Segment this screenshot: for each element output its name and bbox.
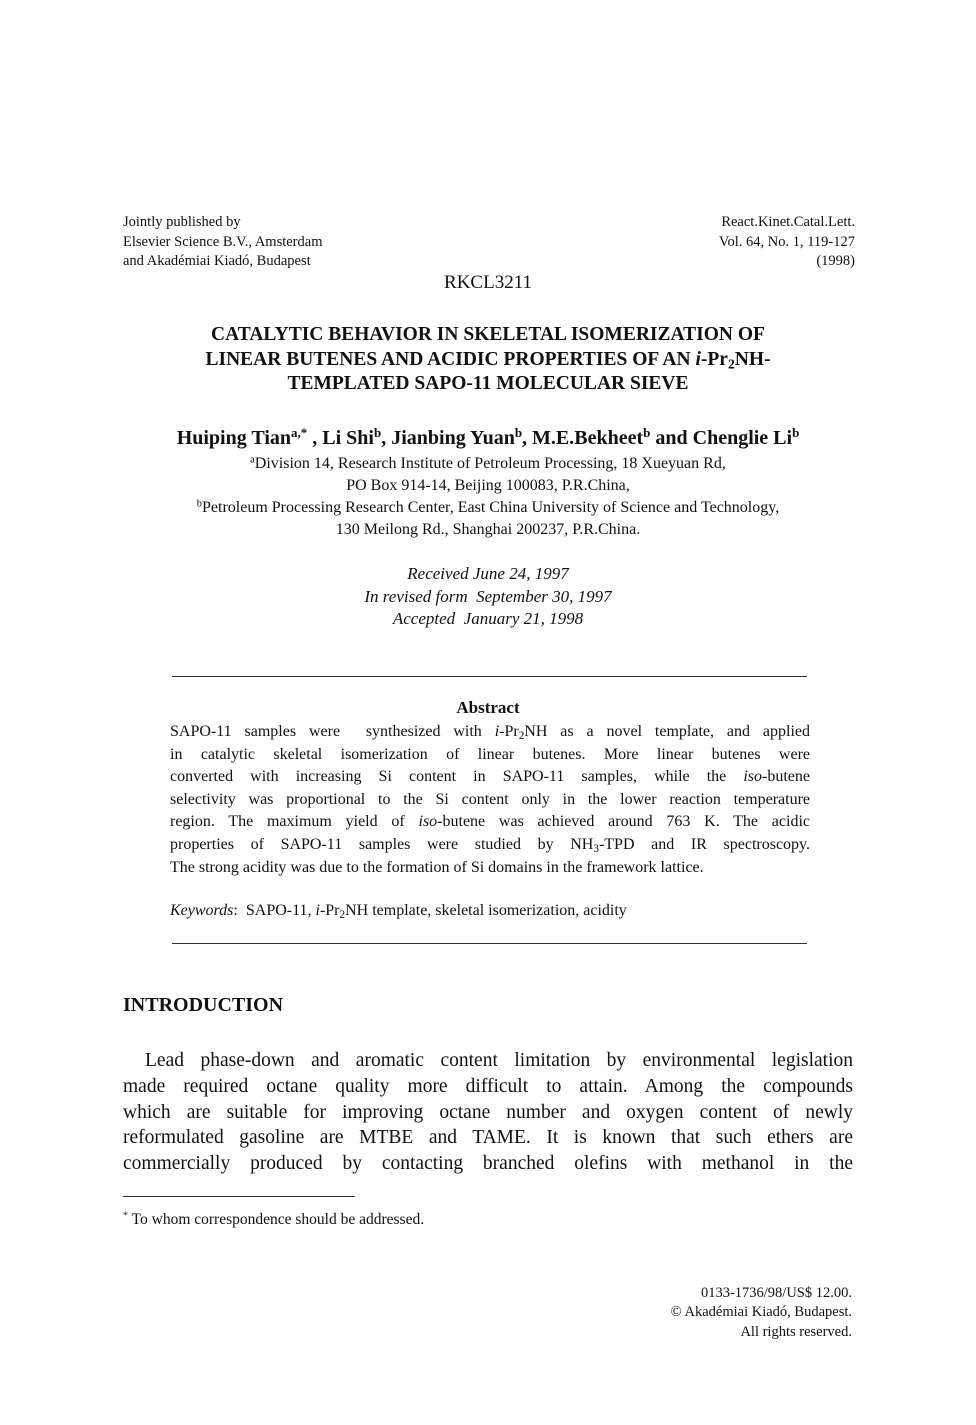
author-separator: , [307,427,323,449]
publisher-line: and Akadémiai Kiadó, Budapest [123,253,311,269]
abstract-body [170,721,810,879]
title-line-3: TEMPLATED SAPO-11 MOLECULAR SIEVE [287,373,689,394]
author-name: M.E.Bekheet [532,427,644,449]
keywords-text: -Pr [319,902,340,919]
abstract-top-rule [172,676,807,677]
title-subscript: 2 [727,355,735,371]
abstract-text: NH as a novel template, and applied [524,723,810,740]
intro-line: commercially produced by contacting branched olefins with methanol in the [123,1153,853,1175]
history-dates [0,563,976,631]
copyright-line: © Akadémiai Kiadó, Budapest. [670,1304,852,1321]
accepted-date: Accepted January 21, 1998 [392,609,584,628]
abstract-text: -Pr [499,723,519,740]
author-superscript: b [792,424,800,440]
abstract-line: The strong acidity was due to the formation of Si domains in the framework lattice. [170,858,704,876]
journal-line: Vol. 64, No. 1, 119-127 [718,233,855,250]
introduction-body [123,1048,853,1177]
copyright-block [671,1284,852,1342]
publisher-line: Jointly published by [123,214,241,230]
publisher-info [123,213,322,272]
keywords-italic: i [315,902,320,919]
abstract-line [170,766,810,789]
author-separator: and [650,427,693,449]
author-separator: , [522,427,533,449]
author-superscript: b [643,424,651,440]
keywords-subscript: 2 [339,908,346,921]
author-name: Jianbing Yuan [391,427,515,449]
introduction-heading: INTRODUCTION [123,994,284,1016]
footnote-rule [123,1196,355,1197]
title-text: -Pr [700,348,728,370]
affiliation-a-line-2: PO Box 914-14, Beijing 100083, P.R.China, [346,477,630,494]
abstract-text: properties of SAPO-11 samples were studied by NH [170,835,594,853]
intro-line: made required octane quality more difficult to attain. Among the compounds [123,1075,853,1097]
affiliation-mark: b [196,498,202,510]
author-separator: , [381,427,392,449]
abstract-text: region. The maximum yield of [170,813,419,831]
abstract-italic: iso [743,768,763,786]
footnote-mark: * [123,1210,129,1222]
abstract-line [170,721,810,744]
keywords-text: NH template, skeletal isomerization, acidity [345,902,627,919]
title-italic: i [695,348,701,370]
author-superscript: a,* [291,424,308,440]
received-date: Received June 24, 1997 [407,564,569,583]
title-text: LINEAR BUTENES AND ACIDIC PROPERTIES OF AN [205,348,696,370]
article-code: RKCL3211 [444,272,532,293]
abstract-italic: i [494,723,500,740]
abstract-line: in catalytic skeletal isomerization of linear butenes. More linear butenes were [170,745,810,763]
author-name: Chenglie Li [692,427,793,449]
author-name: Li Shi [322,427,374,449]
keywords-text: SAPO-11, [245,902,316,919]
intro-line: reformulated gasoline are MTBE and TAME. It is known that such ethers are [123,1127,853,1149]
author-superscript: b [373,424,382,440]
abstract-line [170,834,810,857]
author-superscript: b [514,424,523,440]
affiliations [80,453,896,541]
publisher-line: Elsevier Science B.V., Amsterdam [123,233,323,250]
affiliation-text: Division 14, Research Institute of Petroleum Processing, 18 Xueyuan Rd, [254,455,726,472]
abstract-text: -butene [762,768,810,786]
title-line-1: CATALYTIC BEHAVIOR IN SKELETAL ISOMERIZATION OF [211,324,765,345]
affiliation-mark: a [250,454,255,466]
paper-title [100,323,876,397]
title-text: NH- [734,348,771,370]
keywords [170,902,627,920]
keywords-colon: : [233,902,246,919]
abstract-bottom-rule [172,943,807,944]
affiliation-b-line-1 [80,497,896,519]
footnote-text: To whom correspondence should be addressed. [128,1211,425,1228]
abstract-subscript: 3 [593,842,599,855]
footnote [123,1211,424,1229]
journal-line: (1998) [816,253,855,269]
intro-line: Lead phase-down and aromatic content limitation by environmental legislation [145,1050,853,1071]
abstract-line [170,811,810,834]
copyright-line: 0133-1736/98/US$ 12.00. [700,1285,852,1301]
author-name: Huiping Tian [176,427,292,449]
author-list [0,424,976,450]
abstract-italic: iso [418,813,438,831]
journal-info [719,213,855,272]
abstract-text: -butene was achieved around 763 K. The acidic [437,813,810,831]
affiliation-b-line-2: 130 Meilong Rd., Shanghai 200237, P.R.China. [335,521,641,538]
intro-line: which are suitable for improving octane number and oxygen content of newly [123,1101,853,1123]
revised-date: In revised form September 30, 1997 [364,586,612,606]
abstract-text: -TPD and IR spectroscopy. [598,835,811,853]
affiliation-text: Petroleum Processing Research Center, East China University of Science and Technology, [202,499,780,516]
abstract-line: selectivity was proportional to the Si content only in the lower reaction temperature [170,790,810,808]
abstract-text: SAPO-11 samples were synthesized with [170,723,495,740]
title-line-2 [100,348,876,373]
journal-line: React.Kinet.Catal.Lett. [721,214,855,230]
keywords-label: Keywords [170,902,234,919]
abstract-subscript: 2 [518,729,525,742]
copyright-line: All rights reserved. [740,1323,852,1340]
abstract-text: converted with increasing Si content in SAPO-11 samples, while the [170,768,744,786]
affiliation-a-line-1 [80,453,896,475]
abstract-heading: Abstract [456,698,520,717]
